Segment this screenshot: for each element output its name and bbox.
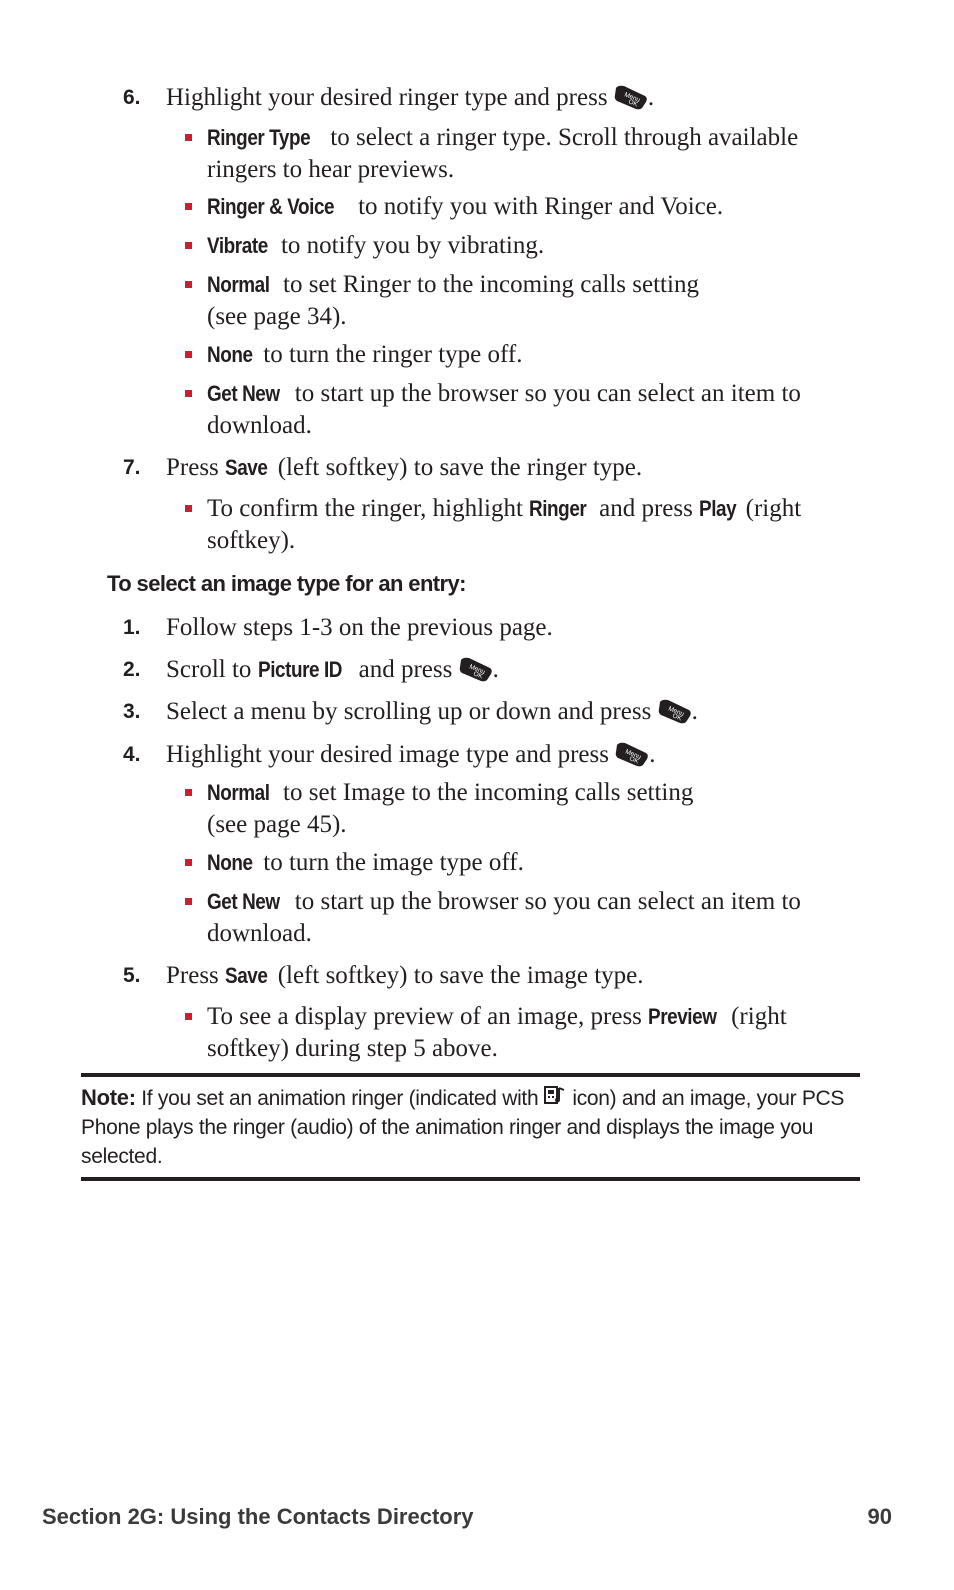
note-bottom-rule <box>81 1177 860 1181</box>
bullet-text-cont: (see page 45). <box>207 811 347 838</box>
bullet-text: to select a ringer type. Scroll through available ringers to hear previews. <box>207 124 799 183</box>
bullet-marker <box>185 351 192 358</box>
bullet-text: To see a display preview of an image, press <box>207 1003 642 1030</box>
step-text-rest: (left softkey) to save the image type. <box>277 962 644 989</box>
animation-ringer-icon <box>544 1085 566 1109</box>
bullet-text-rest: (right softkey). <box>207 495 802 554</box>
bullet-marker <box>185 281 192 288</box>
bullet-term: Ringer & Voice <box>207 194 335 219</box>
bullet-term: Normal <box>207 272 270 297</box>
note-top-rule <box>81 1073 860 1077</box>
softkey-label: Save <box>225 963 268 988</box>
softkey-label: Play <box>699 496 737 521</box>
bullet-text: To confirm the ringer, highlight <box>207 495 523 522</box>
bullet-marker <box>185 242 192 249</box>
bullet-text: to notify you by vibrating. <box>280 232 545 259</box>
bullet-marker <box>185 390 192 397</box>
step-punct: . <box>647 84 655 111</box>
step-text: Press <box>166 962 219 989</box>
bullet-marker <box>185 134 192 141</box>
step-number: 3. <box>123 700 141 723</box>
menu-ok-key-icon <box>614 84 648 110</box>
footer-section-title: Section 2G: Using the Contacts Directory <box>42 1504 474 1529</box>
bullet-marker <box>185 1013 192 1020</box>
bullet-text: to start up the browser so you can select an item to download. <box>207 380 801 439</box>
bullet-marker <box>185 898 192 905</box>
bullet-marker <box>185 859 192 866</box>
bullet-text: to start up the browser so you can select an item to download. <box>207 888 801 947</box>
bullet-term: Get New <box>207 889 280 914</box>
menu-ok-key-icon <box>615 741 649 767</box>
bullet-text: to notify you with Ringer and Voice. <box>358 193 724 220</box>
softkey-label: Save <box>225 455 268 480</box>
bullet-marker <box>185 203 192 210</box>
bullet-term: None <box>207 850 253 875</box>
step-number: 5. <box>123 964 141 987</box>
step-text: Scroll to <box>166 656 252 683</box>
bullet-text-rest: (right softkey) during step 5 above. <box>207 1003 787 1062</box>
step-number: 6. <box>123 86 141 109</box>
step-text: Press <box>166 454 219 481</box>
step-text: Follow steps 1-3 on the previous page. <box>166 614 553 641</box>
bullet-text-mid: and press <box>599 495 693 522</box>
bullet-text: to set Ringer to the incoming calls setting <box>283 271 699 298</box>
bullet-text: to turn the ringer type off. <box>263 341 523 368</box>
menu-ok-key-icon <box>658 698 692 724</box>
note-label: Note: <box>81 1085 136 1110</box>
step-text: Highlight your desired ringer type and press <box>166 84 608 111</box>
list-item <box>185 122 850 186</box>
step-number: 4. <box>123 743 141 766</box>
bullet-term: Vibrate <box>207 233 268 258</box>
bullet-term: None <box>207 342 253 367</box>
step-text: Highlight your desired image type and press <box>166 741 609 768</box>
menu-ok-key-icon <box>459 656 493 682</box>
bullet-term: Ringer Type <box>207 125 311 150</box>
note-text-rest: icon) and an image, your PCS Phone plays the ringer (audio) of the animation ringer and displays the image you selected. <box>81 1087 845 1168</box>
bullet-marker <box>185 505 192 512</box>
note-box <box>81 1083 860 1171</box>
footer-page-number: 90 <box>867 1504 892 1529</box>
bullet-term: Ringer <box>529 496 587 521</box>
step-text-rest: (left softkey) to save the ringer type. <box>277 454 643 481</box>
bullet-marker <box>185 789 192 796</box>
step-text: Select a menu by scrolling up or down and press <box>166 698 652 725</box>
step-number: 2. <box>123 658 141 681</box>
bullet-text-cont: (see page 34). <box>207 303 347 330</box>
section-heading: To select an image type for an entry: <box>107 571 466 596</box>
softkey-label: Preview <box>648 1004 717 1029</box>
step-text-rest: and press <box>358 656 453 683</box>
menu-item-label: Picture ID <box>257 657 342 682</box>
note-text: If you set an animation ringer (indicated with <box>141 1087 539 1110</box>
step-number: 7. <box>123 456 141 479</box>
bullet-text: to turn the image type off. <box>263 849 524 876</box>
bullet-term: Get New <box>207 381 280 406</box>
bullet-text: to set Image to the incoming calls setting <box>283 779 694 806</box>
step-number: 1. <box>123 616 141 639</box>
bullet-term: Normal <box>207 780 270 805</box>
